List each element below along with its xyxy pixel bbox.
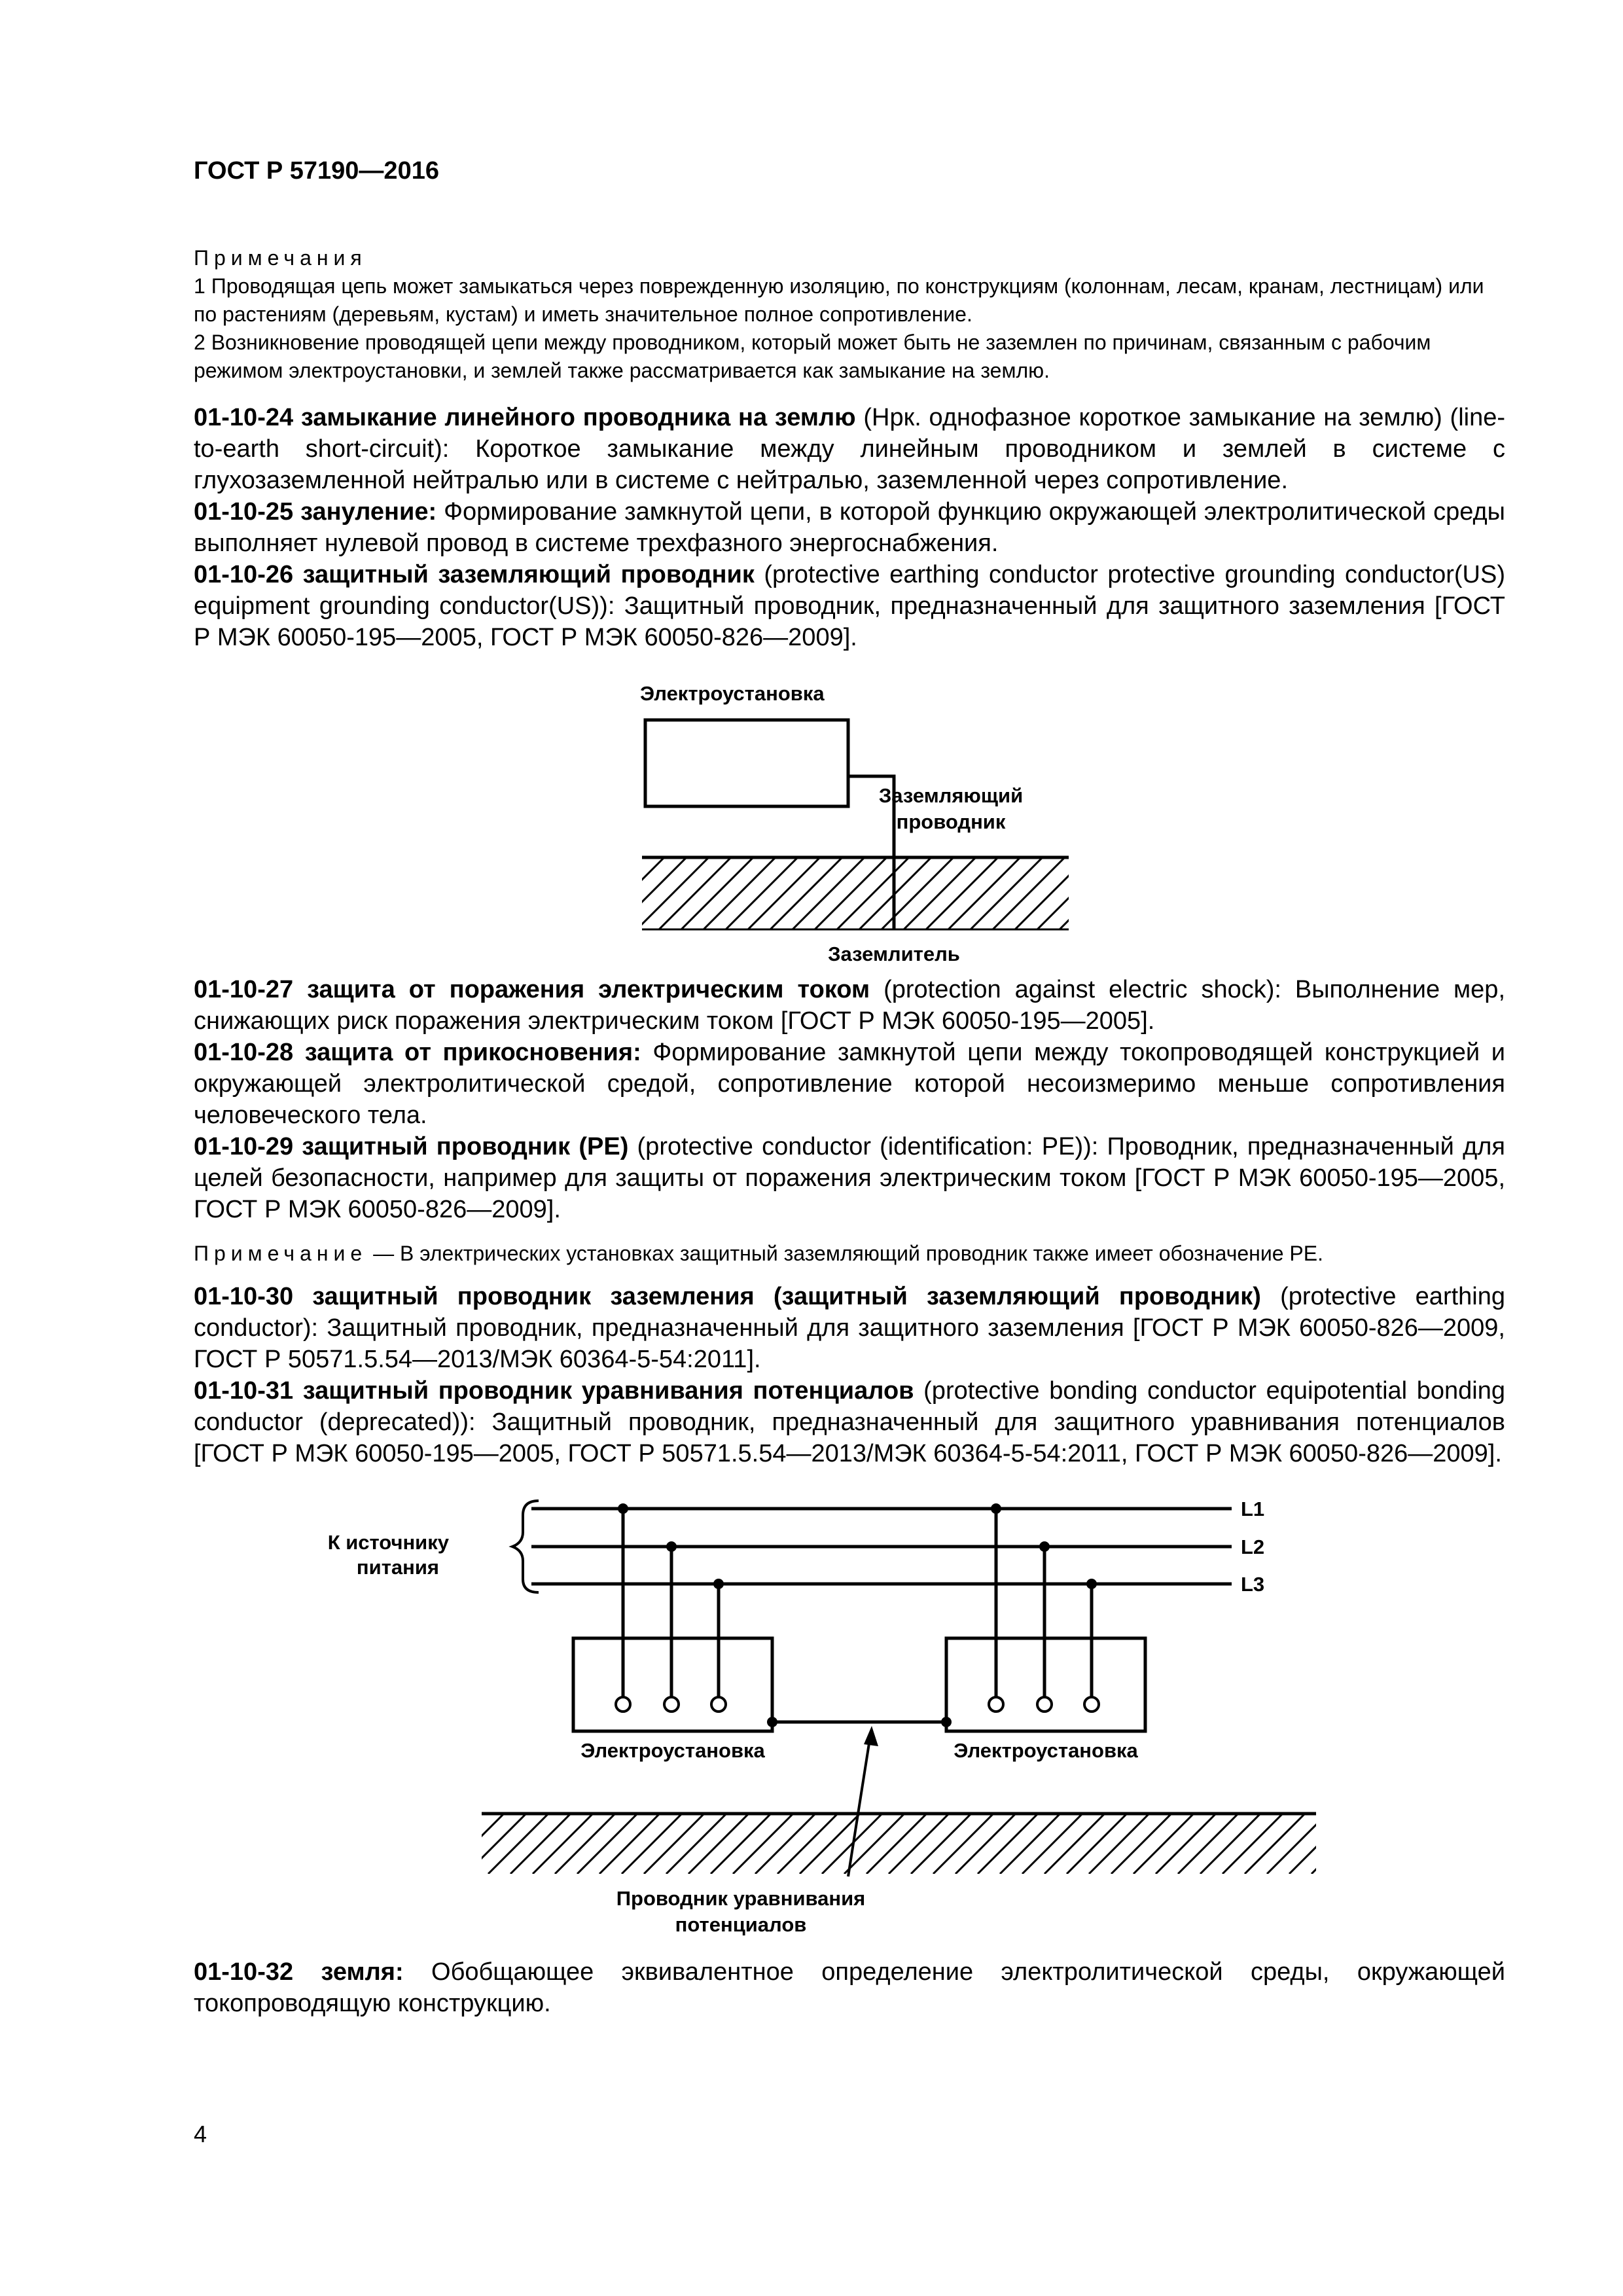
- hatch-stroke: [592, 857, 664, 929]
- junction-dot: [1039, 1541, 1050, 1552]
- term-id: 01-10-27: [194, 976, 294, 1003]
- junction-dot: [666, 1541, 677, 1552]
- term-definition: (Нрк. однофазное короткое замыкание на землю) (line-to-earth short-circuit): Короткое замыкание между линейным проводником и землей в системе с глухозаземленной нейтралью или в системе с нейтралью, заземленной через сопротивление.: [194, 404, 1506, 494]
- term-entry: [194, 974, 1505, 1037]
- hatch-stroke: [748, 857, 820, 929]
- hatch-stroke: [1037, 857, 1109, 929]
- junction-dot: [767, 1717, 777, 1727]
- hatch-stroke: [1060, 857, 1132, 929]
- page-number: 4: [194, 2121, 207, 2147]
- junction-dot: [618, 1503, 628, 1514]
- phase-label-l3: L3: [1241, 1573, 1265, 1596]
- hatch-stroke: [637, 857, 709, 929]
- term-entry: [194, 402, 1505, 496]
- term-id: 01-10-31: [194, 1377, 294, 1405]
- term-entry: [194, 496, 1505, 559]
- note-item: 2 Возникновение проводящей цепи между проводником, который может быть не заземлен по причинам, связанным с рабочим режимом электроустановки, и землей также рассматривается как замыкание на землю.: [194, 331, 1431, 382]
- term-entry: [194, 1281, 1505, 1375]
- ground-hatching: [421, 1814, 1416, 1874]
- figure2-installation-right-label: Электроустановка: [954, 1739, 1138, 1762]
- hatch-stroke: [837, 857, 909, 929]
- notes-block: [194, 244, 1505, 385]
- terminal-circle: [989, 1697, 1003, 1712]
- hatch-stroke: [770, 857, 842, 929]
- term-name: защита от прикосновения:: [304, 1039, 641, 1066]
- note-pe: [194, 1240, 1505, 1268]
- term-definition: (protective earthing conductor protective grounding conductor(US) equipment grounding conductor(US)): Защитный проводник, предназначенный для защитного заземления [ГОСТ Р МЭК 60050-195—2005, ГОСТ Р МЭК 60050-826—2009].: [194, 561, 1505, 651]
- hatch-stroke: [904, 857, 976, 929]
- note-pe-text: — В электрических установках защитный заземляющий проводник также имеет обозначение PE.: [367, 1242, 1323, 1265]
- term-entry: [194, 1037, 1505, 1131]
- term-entry: [194, 559, 1505, 653]
- hatch-stroke: [570, 857, 642, 929]
- term-definition: (protective earthing conductor): Защитный проводник, предназначенный для защитного заземления [ГОСТ Р МЭК 60050-826—2009, ГОСТ Р 50571.5.54—2013/МЭК 60364-5-54:2011].: [194, 1283, 1505, 1373]
- terminal-circle: [711, 1697, 726, 1712]
- term-entry: [194, 1375, 1505, 1469]
- term-definition: Обобщающее эквивалентное определение электролитической среды, окружающей токопроводящую конструкцию.: [194, 1958, 1505, 2017]
- installation-box: [645, 720, 848, 806]
- term-name: защита от поражения электрическим током: [307, 976, 870, 1003]
- figure2-source-label-1: К источнику: [327, 1531, 449, 1554]
- ground-hatching: [570, 857, 1198, 929]
- figure1-installation-label: Электроустановка: [640, 682, 825, 705]
- term-name: земля:: [321, 1958, 404, 1986]
- hatch-stroke: [1356, 1814, 1416, 1874]
- hatch-stroke: [615, 857, 687, 929]
- figure1-conductor-label-1: Заземляющий: [878, 784, 1024, 807]
- term-id: 01-10-25: [194, 498, 294, 526]
- figure2-bonding-label-2: потенциалов: [675, 1913, 807, 1936]
- hatch-stroke: [793, 857, 865, 929]
- term-id: 01-10-24: [194, 404, 294, 431]
- hatch-stroke: [1126, 857, 1198, 929]
- term-name: защитный проводник уравнивания потенциалов: [302, 1377, 914, 1405]
- note-pe-prefix: Примечание: [194, 1242, 368, 1265]
- term-id: 01-10-26: [194, 561, 294, 588]
- note-item: 1 Проводящая цепь может замыкаться через поврежденную изоляцию, по конструкциям (колоннам, лесам, кранам, лестницам) или по растениям (деревьям, кустам) и иметь значительное полное сопротивление.: [194, 274, 1484, 326]
- hatch-stroke: [948, 857, 1020, 929]
- hatch-stroke: [926, 857, 998, 929]
- terminal-circle: [1084, 1697, 1099, 1712]
- term-id: 01-10-32: [194, 1958, 294, 1986]
- figure2-source-label-2: питания: [356, 1556, 439, 1579]
- leader-line: [848, 1735, 870, 1876]
- terminal-circle: [664, 1697, 679, 1712]
- phase-label-l2: L2: [1241, 1535, 1265, 1558]
- term-definition: (protection against electric shock): Выполнение мер, снижающих риск поражения электрическим током [ГОСТ Р МЭК 60050-195—2005].: [194, 976, 1505, 1035]
- term-name: защитный проводник (PE): [302, 1133, 629, 1160]
- hatch-stroke: [681, 857, 753, 929]
- junction-dot: [1086, 1579, 1097, 1589]
- hatch-stroke: [1334, 1814, 1394, 1874]
- page-content: [194, 157, 1505, 2019]
- figure1-electrode-label: Заземлитель: [828, 942, 960, 965]
- figure-grounding-conductor: [194, 678, 1505, 974]
- term-id: 01-10-30: [194, 1283, 294, 1310]
- figure2-installation-left-label: Электроустановка: [580, 1739, 765, 1762]
- term-id: 01-10-28: [194, 1039, 294, 1066]
- term-definition: (protective conductor (identification: PE)): Проводник, предназначенный для целей безопасности, например для защиты от поражения электрическим током [ГОСТ Р МЭК 60050-195—2005, ГОСТ Р МЭК 60050-826—2009].: [194, 1133, 1505, 1223]
- term-definition: Формирование замкнутой цепи между токопроводящей конструкцией и окружающей электролитической средой, сопротивление которой несоизмеримо меньше сопротивления человеческого тела.: [194, 1039, 1506, 1129]
- term-entry: [194, 1131, 1505, 1225]
- hatch-stroke: [726, 857, 798, 929]
- term-name: зануление:: [300, 498, 437, 526]
- hatch-stroke: [659, 857, 731, 929]
- term-definition: (protective bonding conductor equipotential bonding conductor (deprecated)): Защитный проводник, предназначенный для защитного уравнивания потенциалов [ГОСТ Р МЭК 60050-195—2005, ГОСТ Р 50571.5.54—2013/МЭК 60364-5-54:2011, ГОСТ Р МЭК 60050-826—2009].: [194, 1377, 1505, 1467]
- junction-dot: [713, 1579, 724, 1589]
- leader-arrowhead: [864, 1726, 878, 1746]
- hatch-stroke: [421, 1814, 482, 1874]
- term-name: защитный заземляющий проводник: [302, 561, 755, 588]
- term-name: замыкание линейного проводника на землю: [300, 404, 856, 431]
- terminal-circle: [1037, 1697, 1052, 1712]
- terminal-circle: [616, 1697, 630, 1712]
- phase-label-l1: L1: [1241, 1498, 1265, 1520]
- hatch-stroke: [1104, 857, 1176, 929]
- figure2-bonding-label-1: Проводник уравнивания: [616, 1887, 866, 1910]
- hatch-stroke: [815, 857, 887, 929]
- term-id: 01-10-29: [194, 1133, 294, 1160]
- hatch-stroke: [1311, 1814, 1372, 1874]
- notes-title: Примечания: [194, 246, 367, 270]
- term-entry: [194, 1956, 1505, 2019]
- junction-dot: [941, 1717, 952, 1727]
- figure1-conductor-label-2: проводник: [896, 810, 1006, 833]
- figure-equipotential-bonding: [194, 1486, 1505, 1939]
- term-definition: Формирование замкнутой цепи, в которой функцию окружающей электролитической среды выполняет нулевой провод в системе трехфазного энергоснабжения.: [194, 498, 1505, 557]
- hatch-stroke: [1082, 857, 1154, 929]
- hatch-stroke: [971, 857, 1043, 929]
- hatch-stroke: [1015, 857, 1087, 929]
- junction-dot: [991, 1503, 1001, 1514]
- document-header: ГОСТ Р 57190—2016: [194, 157, 439, 185]
- hatch-stroke: [704, 857, 776, 929]
- hatch-stroke: [993, 857, 1065, 929]
- term-name: защитный проводник заземления (защитный заземляющий проводник): [312, 1283, 1261, 1310]
